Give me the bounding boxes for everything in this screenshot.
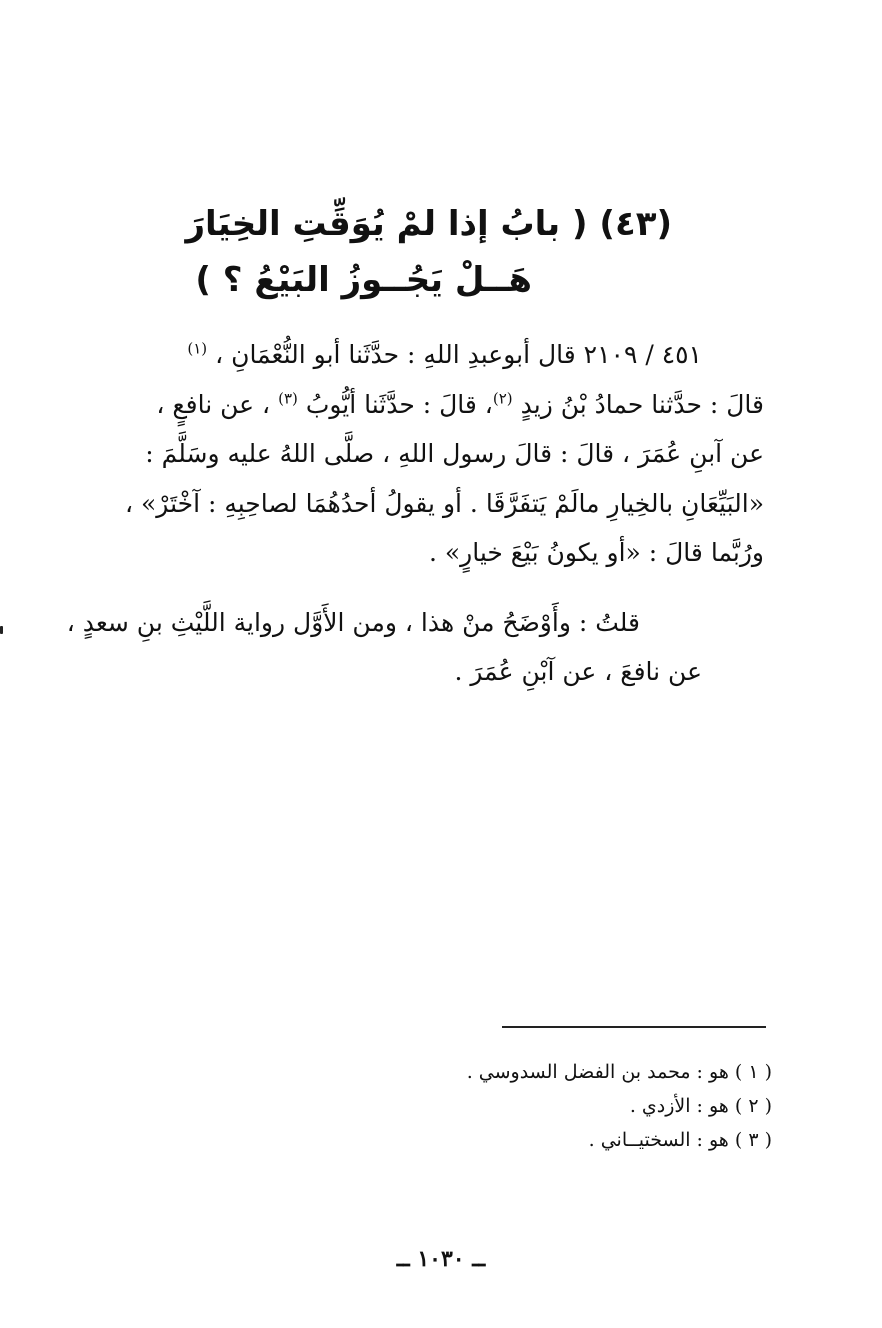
comment-paragraph: [66, 598, 764, 697]
footnote-ref: (٣): [278, 389, 298, 408]
text-line: قلتُ : وأَوْضَحُ منْ هذا ، ومن الأَوَّل رواية اللَّيْثِ بنِ سعدٍ ،: [66, 607, 640, 637]
footnote-divider: [502, 1026, 766, 1028]
text-fragment: ٤٥١ / ٢١٠٩ قال أبوعبدِ اللهِ : حدَّثَنا أبو النُّعْمَانِ ،: [215, 340, 702, 369]
chapter-heading-line-2: هَــلْ يَجُــوزُ البَيْعُ ؟ ): [195, 260, 532, 300]
footnote: ( ٣ ) هو : السختيــاني .: [588, 1129, 772, 1151]
text-line: [114, 380, 764, 430]
chapter-heading: [152, 196, 672, 308]
footnote: ( ١ ) هو : محمد بن الفضل السدوسي .: [466, 1061, 772, 1083]
text-line: «البَيِّعَانِ بالخِيارِ مالَمْ يَتفَرَّقَا . أو يقولُ أحدُهُمَا لصاحِبِهِ : آخْتَرْ» ،: [124, 488, 764, 518]
text-fragment: قالَ : حدَّثنا حمادُ بْنُ زيدٍ: [520, 389, 764, 419]
text-line: عن نافعَ ، عن آبْنِ عُمَرَ .: [454, 657, 702, 686]
footnote-ref: (٢): [492, 389, 513, 408]
text-line: ورُبَّما قالَ : «أو يكونُ بَيْعَ خيارٍ» .: [428, 538, 764, 567]
text-line: [114, 330, 764, 380]
scan-mark: [0, 626, 3, 634]
text-fragment: ، عن نافعٍ ،: [156, 389, 271, 419]
footnotes: [312, 1055, 772, 1157]
page-number: ــ ١٠٣٠ ــ: [396, 1246, 486, 1272]
main-text: [66, 330, 764, 697]
chapter-heading-line-1: (٤٣) ( بابُ إذا لمْ يُوَقِّتِ الخِيَارَ: [185, 204, 672, 244]
text-line: عن آبنِ عُمَرَ ، قالَ : قالَ رسول اللهِ ، صلَّى اللهُ عليه وسَلَّمَ :: [145, 439, 764, 468]
footnote: ( ٢ ) هو : الأزدي .: [629, 1095, 772, 1117]
hadith-paragraph: [114, 330, 764, 578]
footnote-ref: (١): [187, 339, 208, 358]
text-fragment: ، قالَ : حدَّثَنا أيُّوبُ: [305, 389, 493, 419]
